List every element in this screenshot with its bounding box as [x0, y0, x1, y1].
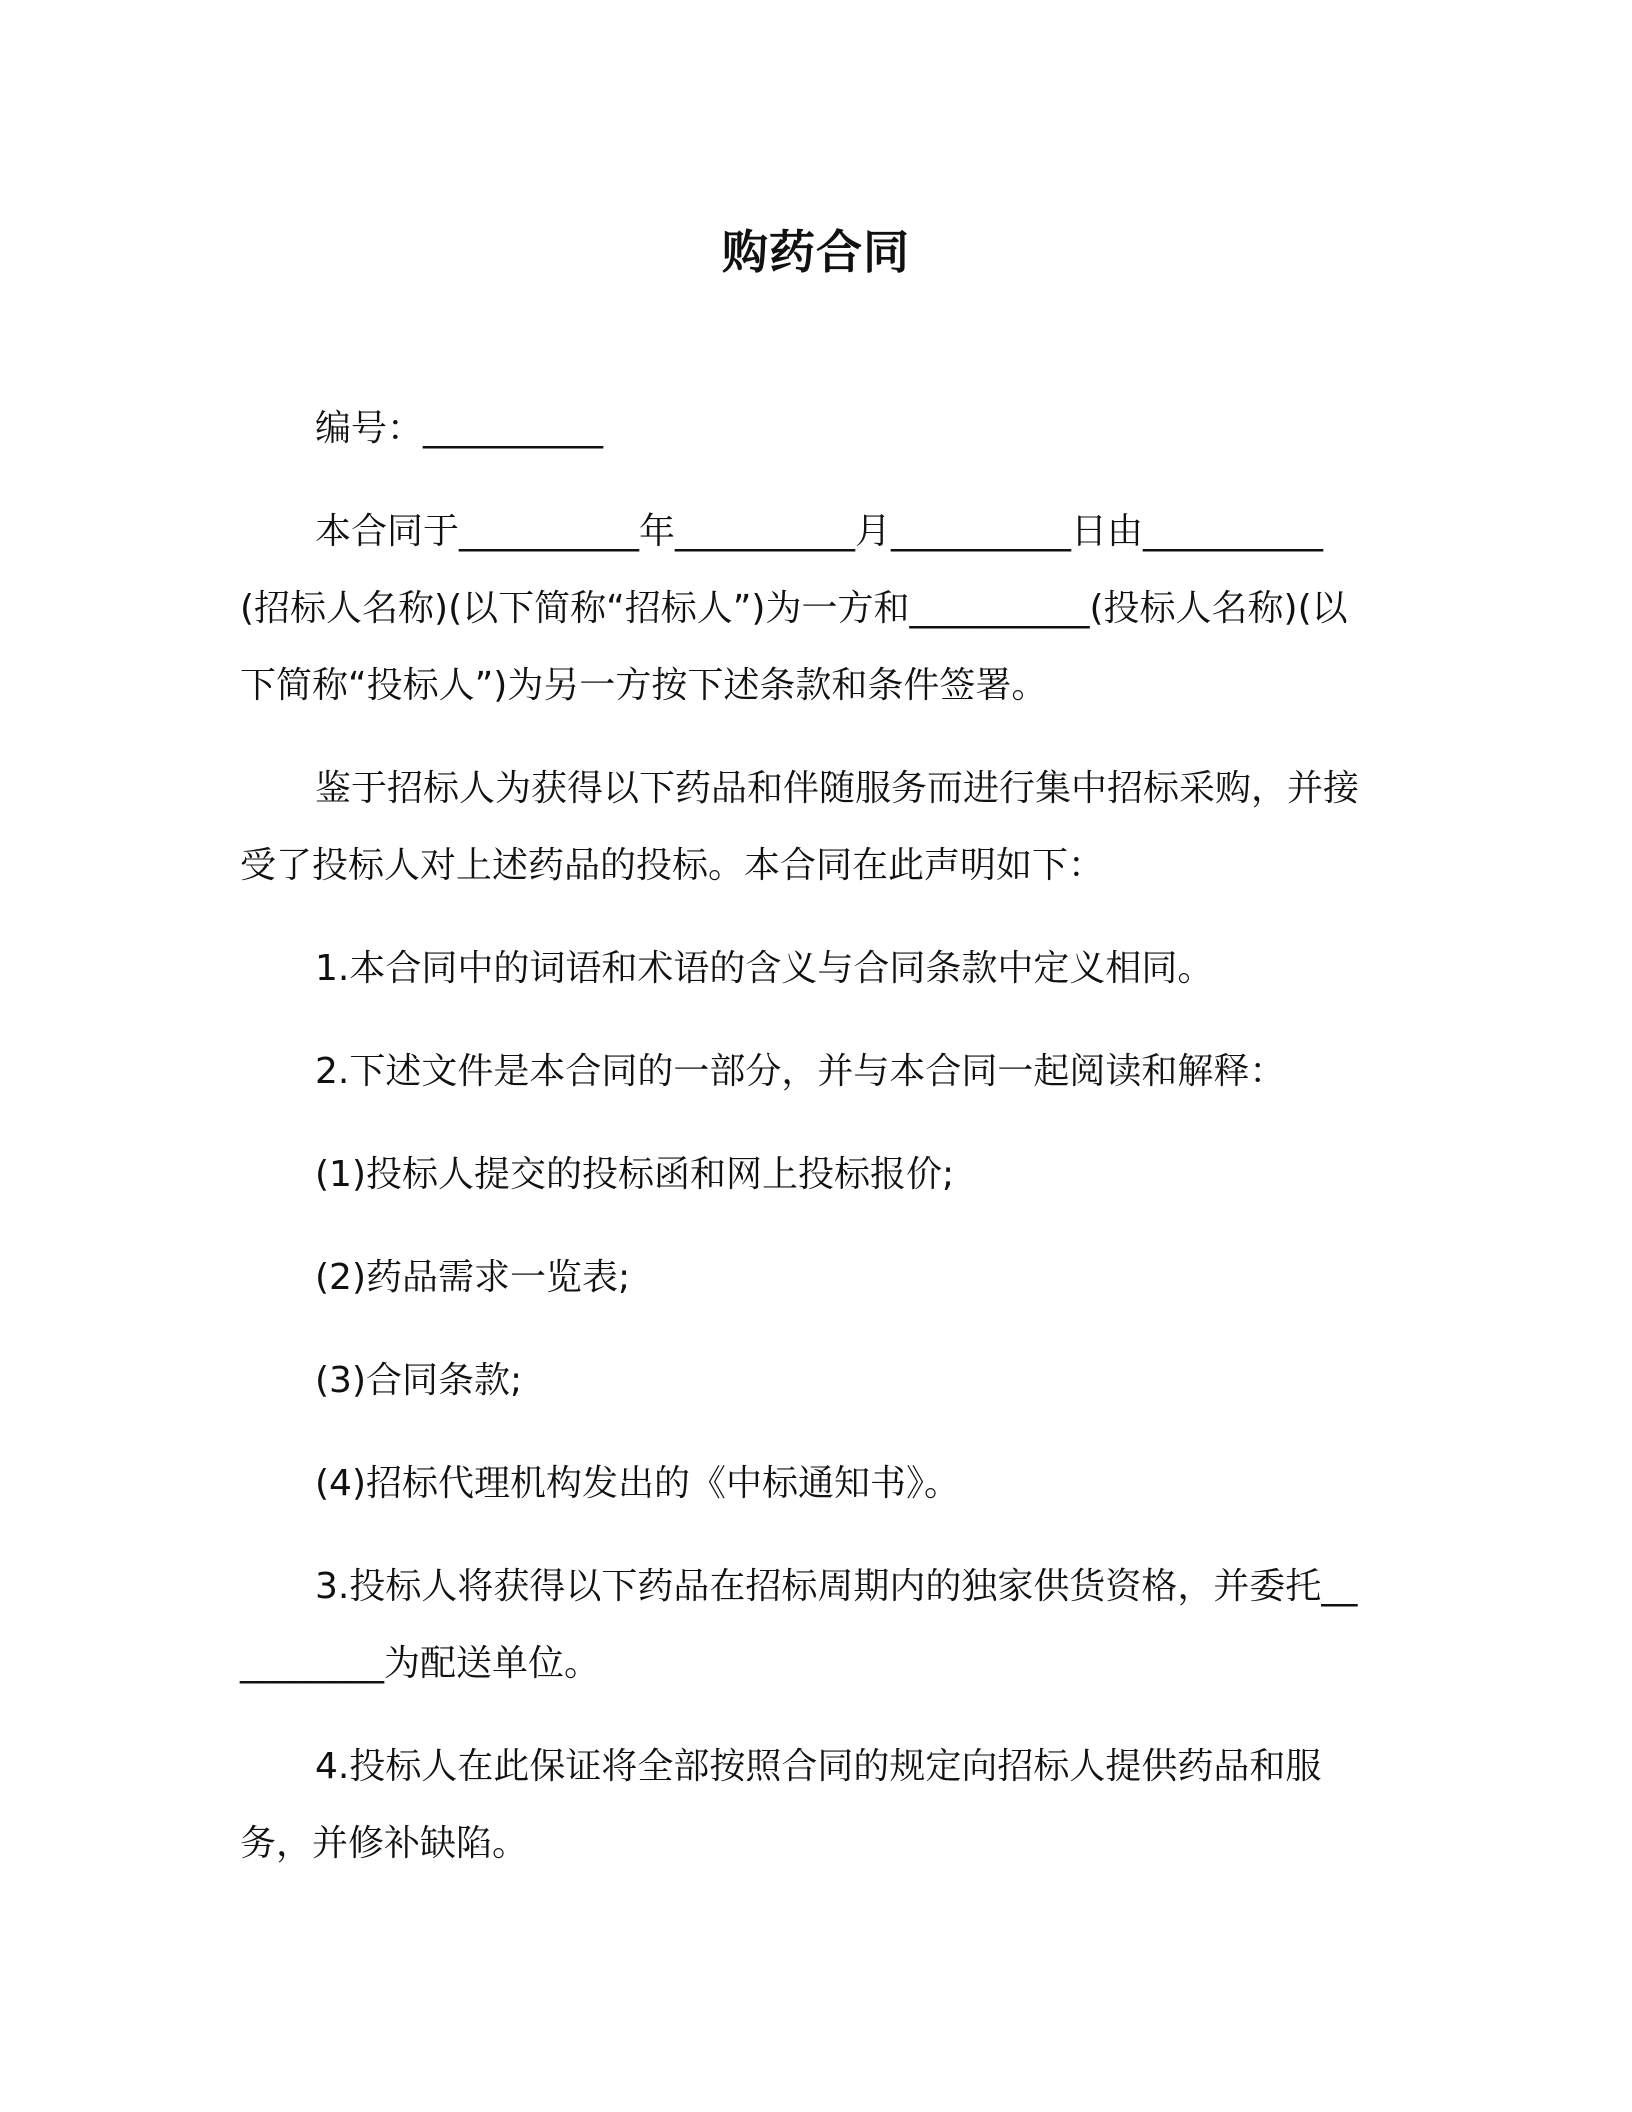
- intro-paragraph: 本合同于__________年__________月__________日由__________(招标人名称)(以下简称“招标人”)为一方和__________(投标人名称)(以下简称“投标人”)为另一方按下述条款和条件签署。: [240, 511, 1348, 706]
- clause-2: 2.下述文件是本合同的一部分，并与本合同一起阅读和解释：: [315, 1051, 1286, 1092]
- contract-number-line: [240, 390, 1370, 467]
- clause-2-item: (1)投标人提交的投标函和网上投标报价;: [315, 1154, 955, 1195]
- clause-2-item: (3)合同条款;: [315, 1360, 523, 1401]
- contract-number-label: 编号：: [315, 408, 424, 449]
- document-title: 购药合同: [722, 225, 910, 279]
- contract-number-blank: __________: [423, 408, 604, 449]
- clause-3: 3.投标人将获得以下药品在招标周期内的独家供货资格，并委托__________为配送单位。: [240, 1566, 1358, 1684]
- clause-2-item: (4)招标代理机构发出的《中标通知书》。: [315, 1463, 960, 1504]
- clause-4: 4.投标人在此保证将全部按照合同的规定向招标人提供药品和服务，并修补缺陷。: [240, 1746, 1322, 1864]
- clause-1: 1.本合同中的词语和术语的含义与合同条款中定义相同。: [315, 948, 1214, 989]
- clause-2-item: (2)药品需求一览表;: [315, 1257, 631, 1298]
- document-body: [240, 390, 1370, 1908]
- whereas-paragraph: 鉴于招标人为获得以下药品和伴随服务而进行集中招标采购，并接受了投标人对上述药品的投标。本合同在此声明如下：: [240, 768, 1360, 886]
